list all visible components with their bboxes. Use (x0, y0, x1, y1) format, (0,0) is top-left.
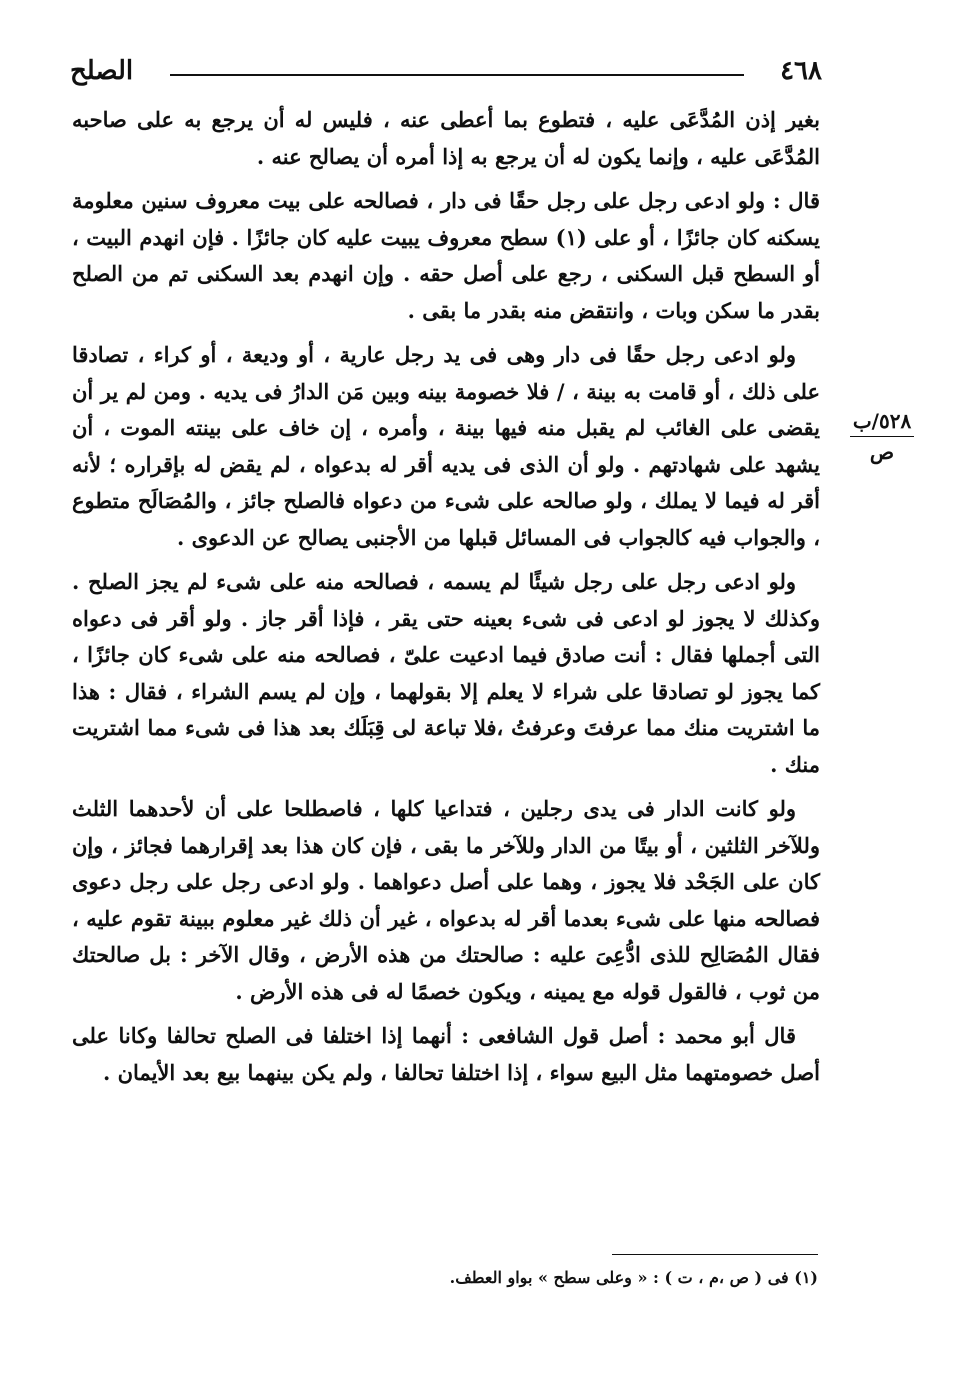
manuscript-siglum: ص (869, 440, 895, 464)
paragraph-1: بغير إذن المُدَّعَى عليه ، فتطوع بما أعطى عنه ، فليس له أن يرجع به على صاحبه المُدَّعَى عليه ، وإنما يكون له أن يرجع به إذا أمره أن يصالح عنه . (72, 107, 820, 169)
running-title: الصلح (70, 56, 134, 86)
paragraph-3: ولو ادعى رجل حقًا فى دار وهى فى يد رجل عارية ، أو وديعة ، أو كراء ، تصادقا على ذلك ، أو قامت به بينة ، / فلا خصومة بينه وبين مَن الدارُ فى يديه . ومن لم ير أن يقضى على الغائب لم يقبل منه فيها بينة ، وأمره ، إن خاف على بينته الموت ، أن يشهد على شهادتهم . ولو أن الذى فى يديه أقر له بدعواه ، لم يقض له بإقراره ؛ لأنه أقر له فيما لا يملك ، ولو صالحه على شىء من دعواه فالصلح جائز ، والمُصَالَح متطوع ، والجواب فيه كالجواب فى المسائل قبلها من الأجنبى يصالح عن الدعوى . (72, 342, 820, 550)
footnote: (١) فى ( ص ،م ، ت ) : « وعلى سطح » بواو العطف. (449, 1268, 818, 1287)
page-header (70, 56, 822, 96)
folio-reference: ٥٢٨/ب (852, 409, 912, 433)
margin-folio-note (846, 408, 918, 465)
folio-rule (850, 436, 914, 437)
paragraph-6: قال أبو محمد : أصل قول الشافعى : أنهما إذا اختلفا فى الصلح تحالفا وكانا على أصل خصومتهما مثل البيع سواء ، إذا اختلفا تحالفا ، ولم يكن بينهما بيع بعد الأيمان . (72, 1023, 820, 1085)
footnote-rule (612, 1254, 818, 1255)
page-number: ٤٦٨ (780, 56, 822, 86)
paragraph-5: ولو كانت الدار فى يدى رجلين ، فتداعيا كلها ، فاصطلحا على أن لأحدهما الثلث وللآخر الثلثين ، أو بيتًا من الدار وللآخر ما بقى ، فإن كان هذا بعد إقرارهما فجائز ، وإن كان على الجَحْد فلا يجوز ، وهما على أصل دعواهما . ولو ادعى رجل على رجل دعوى فصالحه منها على شىء بعدما أقر له بدعواه ، غير أن ذلك غير معلوم ببينة تقوم عليه ، فقال المُصَالِح للذى ادُّعِىَ عليه : صالحتك من هذه الأرض ، وقال الآخر : بل صالحتك من ثوب ، فالقول قوله مع يمينه ، ويكون خصمًا له فى هذه الأرض . (72, 796, 820, 1004)
paragraph-2: قال : ولو ادعى رجل على رجل حقًا فى دار ، فصالحه على بيت معروف سنين معلومة يسكنه كان جائزًا ، أو على (١) سطح معروف يبيت عليه كان جائزًا . فإن انهدم البيت ، أو السطح قبل السكنى ، رجع على أصل حقه . وإن انهدم بعد السكنى تم من الصلح بقدر ما سكن وبات ، وانتقض منه بقدر ما بقى . (72, 188, 821, 323)
main-text (72, 102, 820, 1099)
paragraph-4: ولو ادعى رجل على رجل شيئًا لم يسمه ، فصالحه منه على شىء لم يجز الصلح . وكذلك لا يجوز لو ادعى فى شىء بعينه حتى يقر ، فإذا أقر جاز . ولو أقر فى دعواه التى أجملها فقال : أنت صادق فيما ادعيت علىّ ، فصالحه منه على شىء كان جائزًا ، كما يجوز لو تصادقا على شراء لا يعلم إلا بقولهما ، وإن لم يسم الشراء ، فقال : هذا ما اشتريت منك مما عرفتَ وعرفتُ ،فلا تباعة لى قِبَلَك بعد هذا فى شىء مما اشتريت منك . (72, 569, 820, 777)
header-rule (170, 74, 744, 76)
